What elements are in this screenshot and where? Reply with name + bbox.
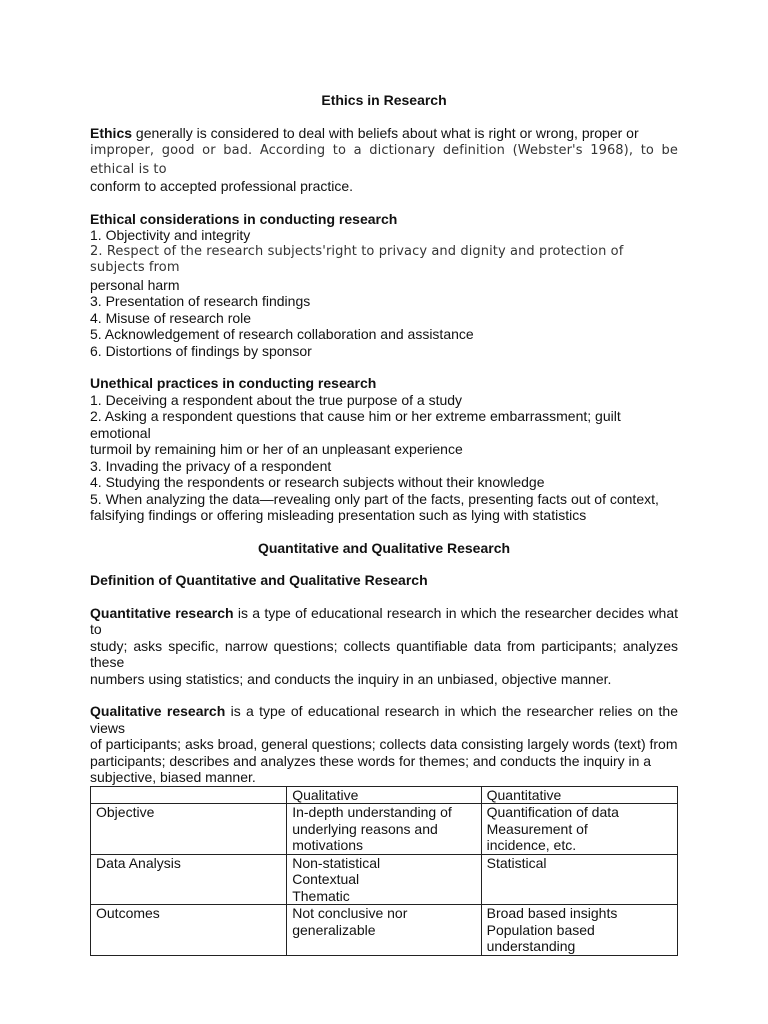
unethical-item: 4. Studying the respondents or research subjects without their knowledge [90,474,545,490]
definition-heading: Definition of Quantitative and Qualitative Research [90,572,428,588]
ethics-intro-line-2: improper, good or bad. According to a dictionary definition (Webster's 1968), to be ethical is to [90,143,678,177]
quantitative-line-2: study; asks specific, narrow questions; collects quantifiable data from participants; analyzes these [90,637,678,670]
document-page [90,92,678,956]
row-label: Outcomes [91,905,287,956]
section-title-quant-qual: Quantitative and Qualitative Research [257,539,511,556]
cell-line: generalizable [292,921,376,938]
consideration-item: 1. Objectivity and integrity [90,227,251,243]
cell-line: motivations [292,837,364,853]
qualitative-line-1: is a type of educational research in which the researcher relies on the views [90,703,678,736]
unethical-item: falsifying findings or offering misleading presentation such as lying with statistics [90,507,587,523]
unethical-item: 5. When analyzing the data—revealing only part of the facts, presenting facts out of context, [90,490,659,507]
ethics-term: Ethics [90,124,133,141]
cell-line: Statistical [486,854,547,871]
cell-line: Contextual [292,871,360,887]
consideration-item: 5. Acknowledgement of research collaboration and assistance [90,326,474,342]
qualitative-cell [287,905,481,956]
consideration-item: 3. Presentation of research findings [90,293,311,309]
unethical-item: 2. Asking a respondent questions that cause him or her extreme embarrassment; guilt emotional [90,408,621,441]
consideration-item: 4. Misuse of research role [90,309,252,326]
cell-line: incidence, etc. [486,837,577,853]
cell-line: underlying reasons and [292,820,438,837]
cell-line: Thematic [292,887,350,904]
ethics-intro-line-3: conform to accepted professional practice. [90,178,354,194]
quantitative-cell [481,804,677,855]
unethical-item: turmoil by remaining him or her of an unpleasant experience [90,441,463,457]
ethics-intro-line-1: generally is considered to deal with beliefs about what is right or wrong, proper or [132,124,639,141]
quantitative-line-3: numbers using statistics; and conducts the inquiry in an unbiased, objective manner. [90,670,612,687]
qualitative-cell [287,854,481,905]
cell-line: Non-statistical [292,854,381,871]
cell-line: Not conclusive nor [292,905,408,921]
consideration-item: 2. Respect of the research subjects'right to privacy and dignity and protection of subjects from [90,243,624,275]
quantitative-line-1: is a type of educational research in which the researcher decides what to [90,604,679,637]
cell-line: Broad based insights [486,905,618,921]
consideration-item: personal harm [90,276,180,293]
cell-line: In-depth understanding of [292,804,452,820]
qualitative-term: Qualitative research [90,703,226,719]
cell-line: Quantification of data [486,804,619,820]
unethical-item: 3. Invading the privacy of a respondent [90,457,332,474]
quantitative-cell [481,905,677,956]
quantitative-paragraph [90,605,678,688]
table-header-cell: Qualitative [287,786,481,804]
qualitative-line-4: subjective, biased manner. [90,769,256,785]
quantitative-term: Quantitative research [90,604,234,621]
table-row [91,804,678,855]
considerations-heading: Ethical considerations in conducting research [90,210,398,227]
table-header-cell [91,786,287,804]
unethical-heading: Unethical practices in conducting research [90,375,377,391]
table-header-cell: Quantitative [481,786,677,804]
row-label: Data Analysis [91,854,287,905]
table-row [91,905,678,956]
qualitative-line-3: participants; describes and analyzes these words for themes; and conducts the inquiry in a [90,752,652,769]
table-header-row [91,786,678,804]
consideration-item: 6. Distortions of findings by sponsor [90,342,312,359]
qualitative-cell [287,804,481,855]
cell-line: understanding [486,938,576,954]
cell-line: Population based [486,921,595,938]
cell-line: Measurement of [486,820,588,837]
qualitative-paragraph [90,703,678,786]
page-title: Ethics in Research [321,92,447,108]
table-row [91,854,678,905]
row-label: Objective [91,804,287,855]
quantitative-cell [481,854,677,905]
ethics-intro-paragraph [90,125,678,195]
qualitative-line-2: of participants; asks broad, general questions; collects data consisting largely words (text) from [90,736,678,752]
unethical-item: 1. Deceiving a respondent about the true purpose of a study [90,391,463,408]
comparison-table [90,786,678,956]
